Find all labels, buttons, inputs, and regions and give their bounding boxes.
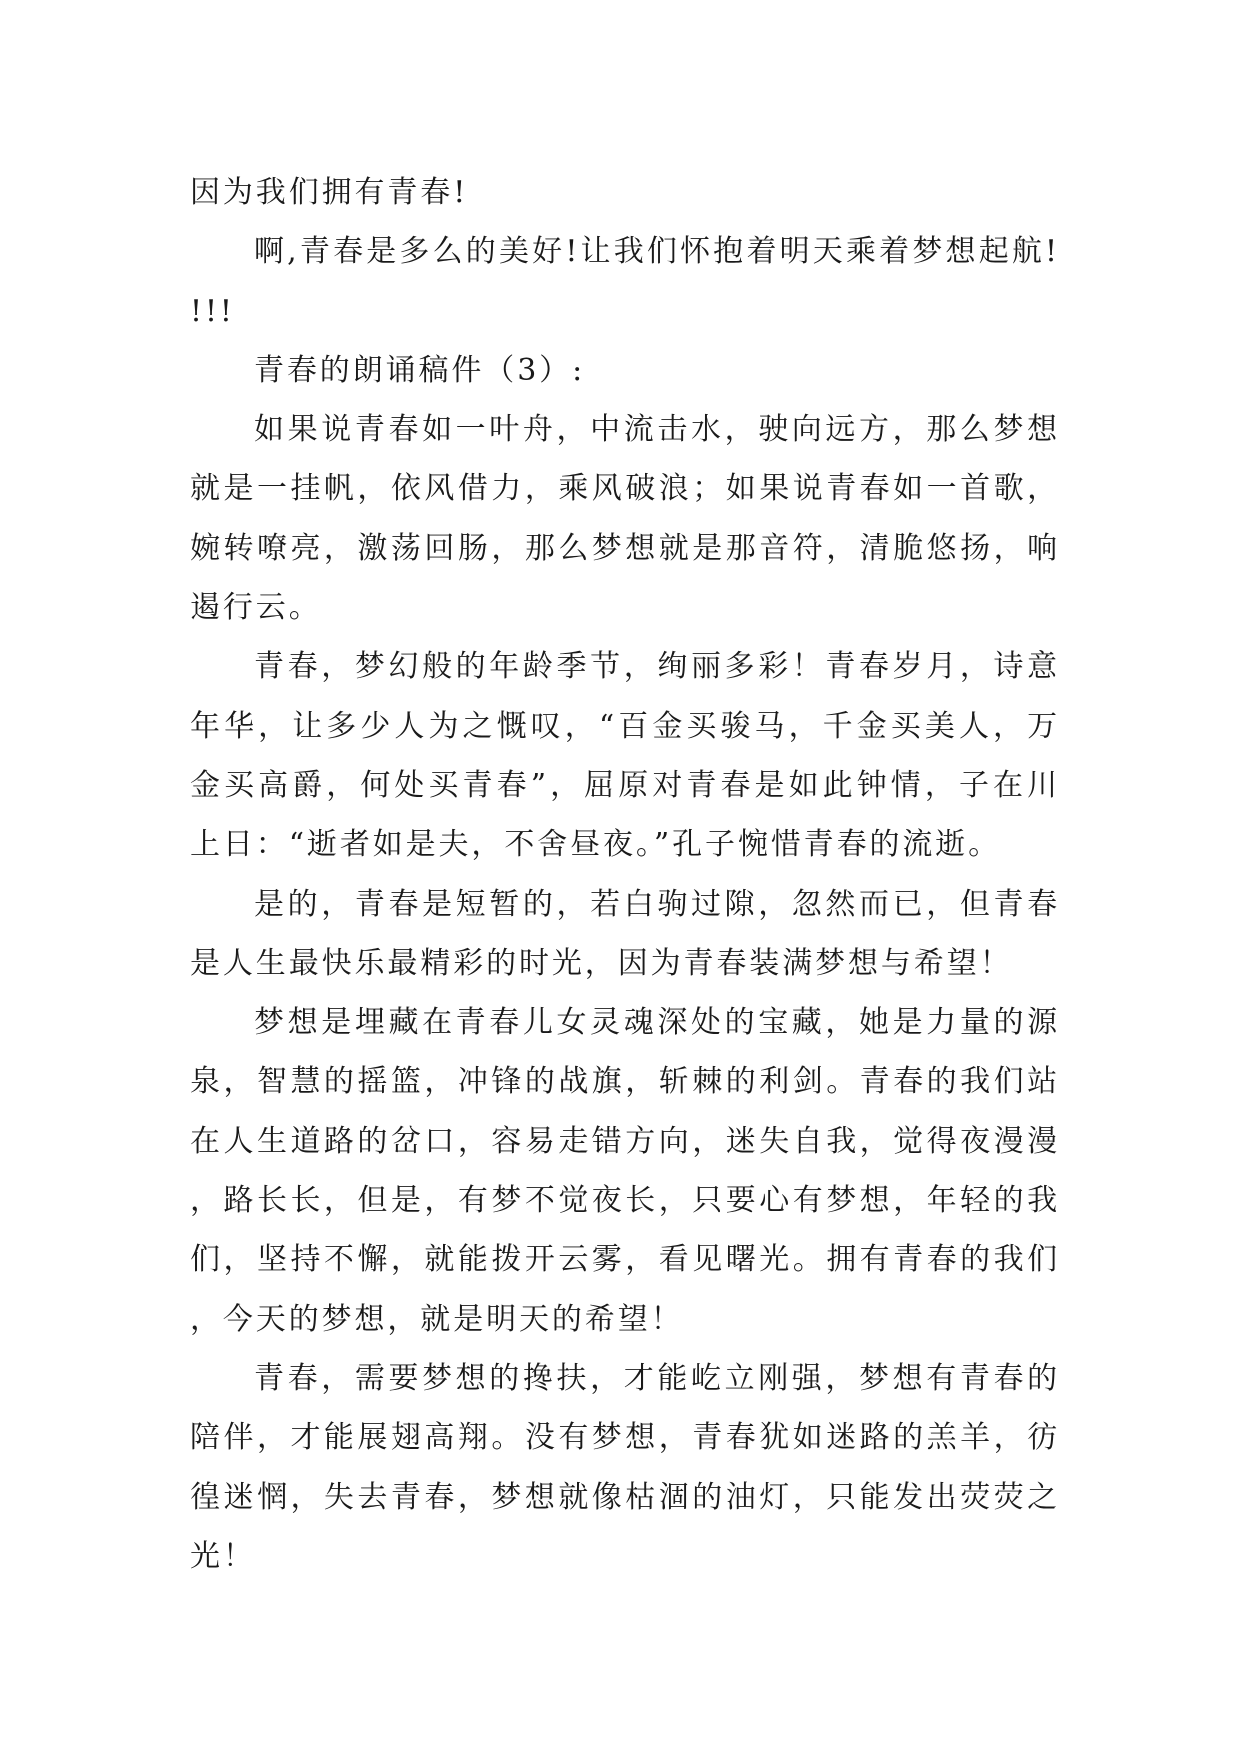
paragraph-1: 因为我们拥有青春! xyxy=(190,175,469,210)
paragraph-7: 青春，需要梦想的搀扶，才能屹立刚强，梦想有青春的陪伴，才能展翅高翔。没有梦想，青春犹如迷路的羔羊，彷徨迷惘，失去青春，梦想就像枯涸的油灯，只能发出荧荧之光！ xyxy=(190,1360,1060,1574)
paragraph-2: 啊,青春是多么的美好!让我们怀抱着明天乘着梦想起航!!!! xyxy=(190,234,1060,329)
document-body xyxy=(190,163,1060,1586)
paragraph-6: 梦想是埋藏在青春儿女灵魂深处的宝藏，她是力量的源泉，智慧的摇篮，冲锋的战旗，斩棘的利剑。青春的我们站在人生道路的岔口，容易走错方向，迷失自我，觉得夜漫漫，路长长，但是，有梦不觉夜长，只要心有梦想，年轻的我们，坚持不懈，就能拨开云雾，看见曙光。拥有青春的我们，今天的梦想，就是明天的希望！ xyxy=(190,1005,1060,1337)
paragraph-4: 青春，梦幻般的年龄季节，绚丽多彩！青春岁月，诗意年华，让多少人为之慨叹，“百金买骏马，千金买美人，万金买高爵，何处买青春”，屈原对青春是如此钟情，子在川上日：“逝者如是夫，不舍昼夜。”孔子惋惜青春的流逝。 xyxy=(190,649,1060,863)
paragraph-3: 如果说青春如一叶舟，中流击水，驶向远方，那么梦想就是一挂帆，依风借力，乘风破浪；如果说青春如一首歌，婉转嘹亮，激荡回肠，那么梦想就是那音符，清脆悠扬，响遏行云。 xyxy=(190,412,1060,626)
section-heading: 青春的朗诵稿件（3）: xyxy=(254,352,586,388)
paragraph-5: 是的，青春是短暂的，若白驹过隙，忽然而已，但青春是人生最快乐最精彩的时光，因为青春装满梦想与希望！ xyxy=(190,886,1060,981)
